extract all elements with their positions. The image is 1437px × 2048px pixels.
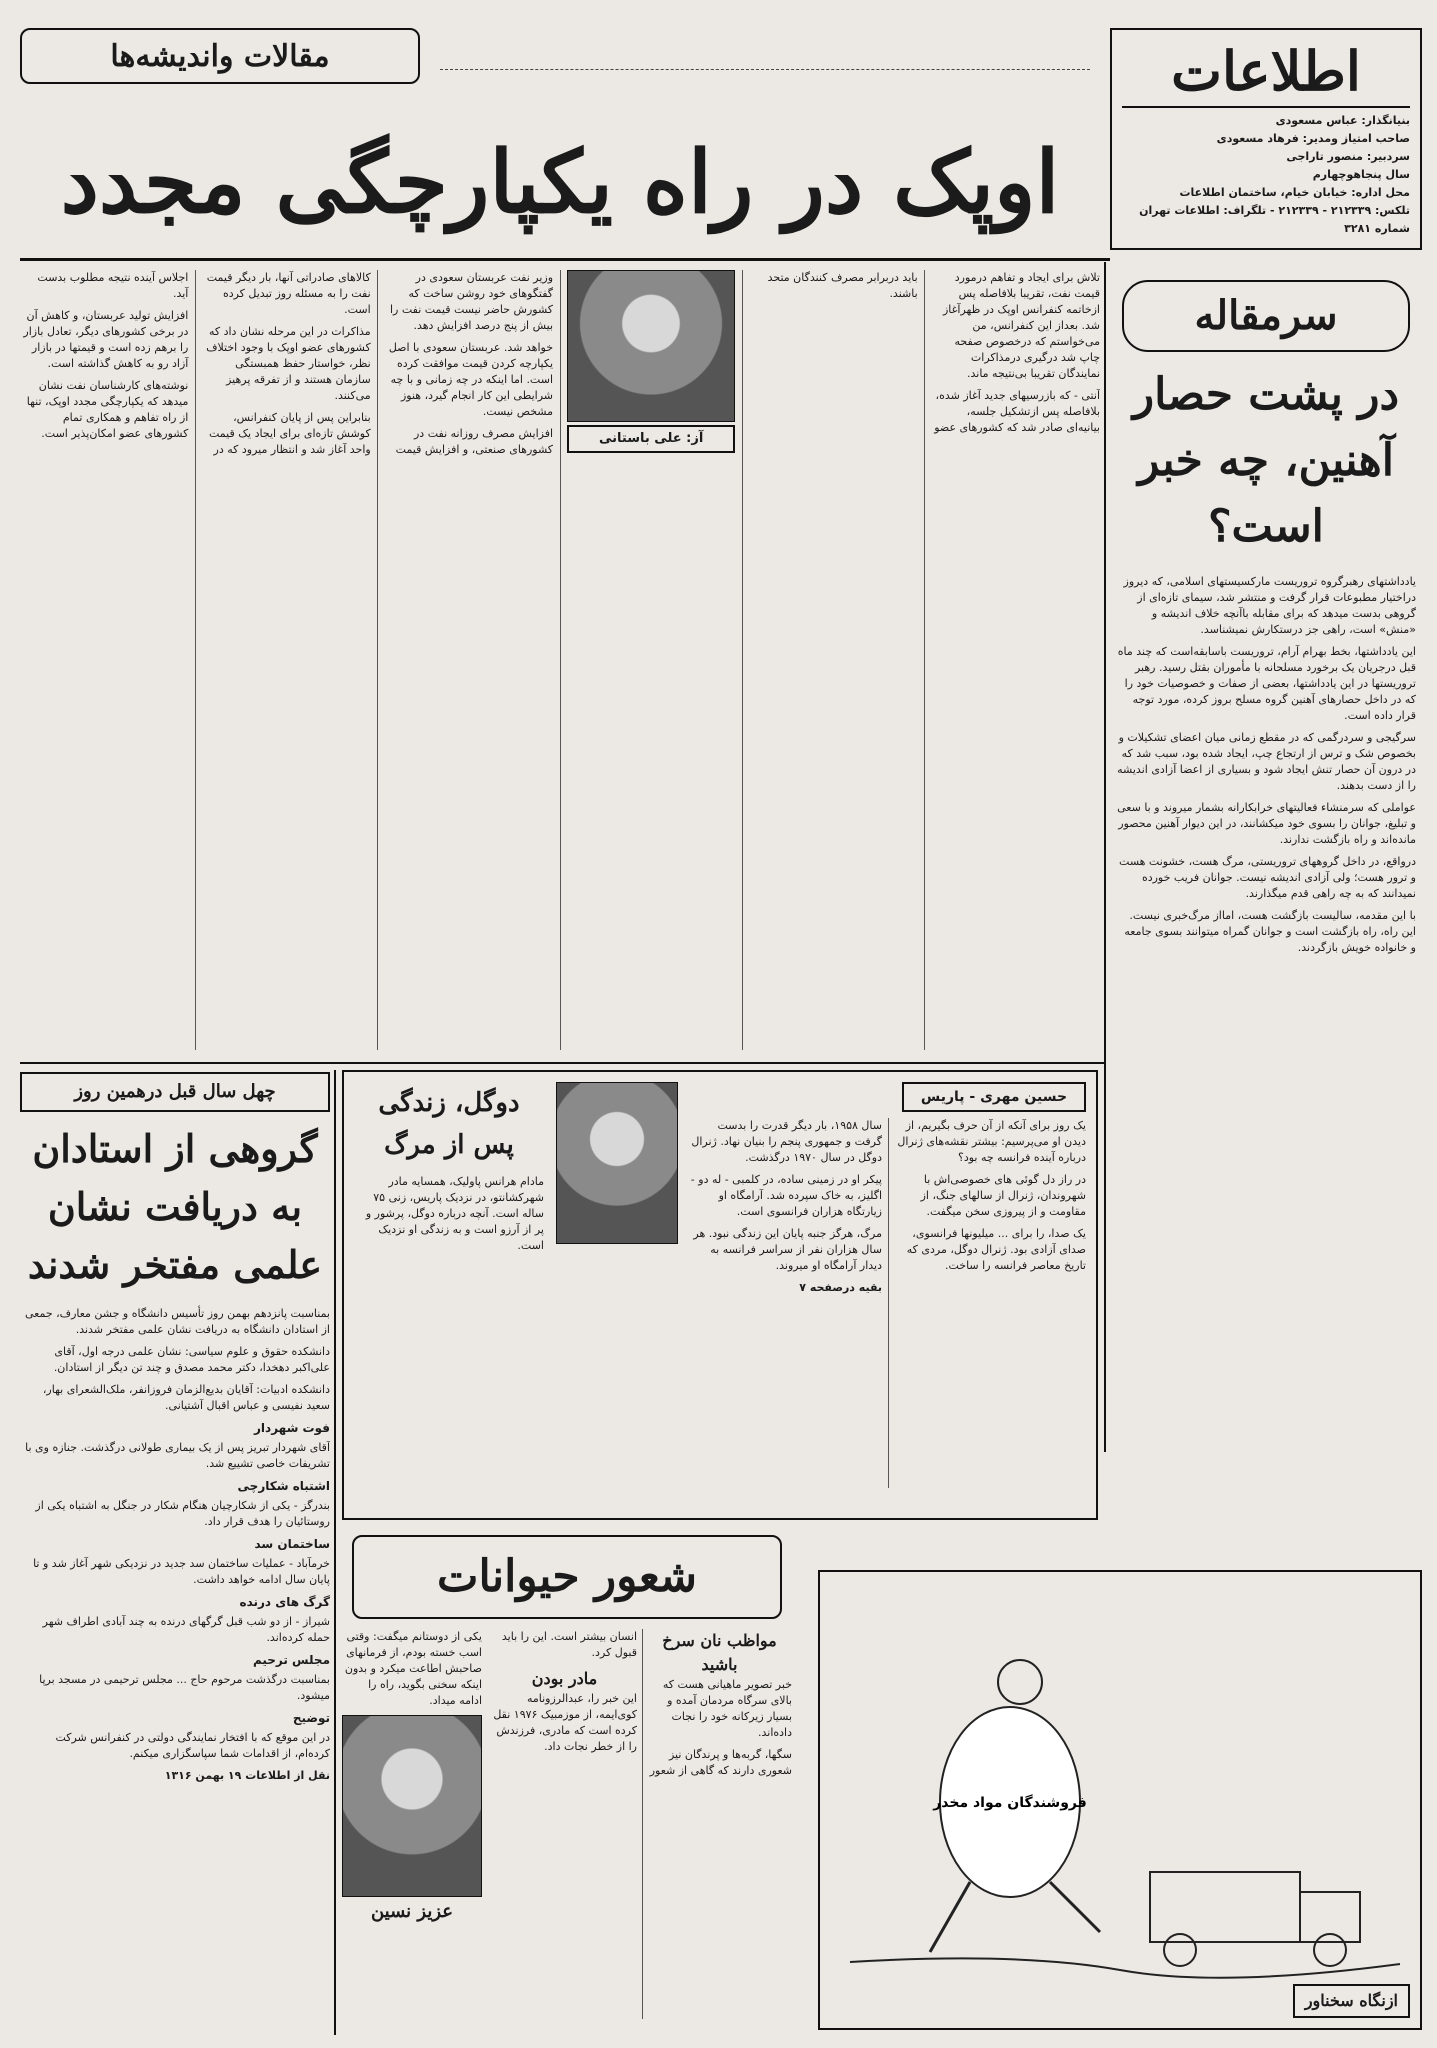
credit-line: سال پنجاهوچهارم	[1312, 168, 1410, 181]
forty-years-body	[20, 1306, 330, 1784]
subsection-text: در این موقع که با افتخار نمایندگی دولتی در کنفرانس شرکت کرده‌ام، از اقدامات شما سپاسگزاری میکنم.	[55, 1731, 330, 1760]
credit-line: شماره ۳۲۸۱	[1344, 222, 1410, 235]
forty-years-footer: نقل از اطلاعات ۱۹ بهمن ۱۳۱۶	[164, 1769, 330, 1782]
opec-paragraph: بنابراین پس از پایان کنفرانس، کوشش تازه‌ای برای ایجاد یک قیمت واحد آغاز شد و انتظار میرود که در اجلاس آینده نتیجه مطلوب بدست آید.	[37, 271, 371, 456]
animals-headline: شعور حیوانات	[352, 1535, 782, 1619]
animals-paragraph: یکی از دوستانم میگفت: وقتی اسب خسته بودم، از فرمانهای صاحبش اطاعت میکرد و بدون اینکه سخنی بگوید، راه را ادامه میداد.	[344, 1630, 482, 1707]
forty-years-paragraph: دانشکده ادبیات: آقایان بدیع‌الزمان فروزانفر، ملک‌الشعرای بهار، سعید نفیسی و عباس اقبال آشتیانی.	[42, 1383, 330, 1412]
opec-paragraph: خواهد شد. عربستان سعودی با اصل یکپارچه کردن قیمت موافقت کرده است. اما اینکه در چه زمانی و با چه شرایطی این کار انجام گیرد، هنوز مشخص نیست.	[388, 341, 554, 418]
subsection-text: بندرگز - یکی از شکارچیان هنگام شکار در جنگل به اشتباه یکی از روستائیان را هدف قرار داد.	[35, 1499, 330, 1528]
editorial-column	[1110, 262, 1422, 1462]
subsection-text: بمناسبت درگذشت مرحوم حاج ... مجلس ترحیمی در مسجد برپا میشود.	[39, 1673, 330, 1702]
author-photo	[342, 1715, 482, 1897]
cartoon-label: ازنگاه سخناور	[1293, 1984, 1410, 2018]
section-label: مقالات واندیشه‌ها	[110, 38, 330, 74]
forty-years-paragraph: بمناسبت پانزدهم بهمن روز تأسیس دانشگاه و جشن معارف، جمعی از استادان دانشگاه به دریافت نشان علمی مفتخر شدند.	[24, 1307, 330, 1336]
masthead-logo: اطلاعات	[1122, 36, 1410, 108]
column-divider	[1104, 262, 1106, 1452]
subsection-title: مجلس ترحیم	[252, 1653, 330, 1667]
editorial-paragraph: عواملی که سرمنشاء فعالیتهای خرابکارانه بشمار میروند و با سعی و تبلیغ، جوانان را بسوی خود میکشانند، در این دیوار آهنین محصور مانده‌اند و راه بازگشت ندارند.	[1117, 801, 1416, 846]
opec-paragraph: افزایش مصرف روزانه نفت در کشورهای صنعتی، و افزایش قیمت کالاهای صادراتی آنها، بار دیگر قیمت نفت را به مسئله روز تبدیل کرده است.	[206, 271, 554, 456]
editorial-paragraph: این یادداشتها، بخط بهرام آرام، تروریست باسابقه‌است که چند ماه قبل درجریان یک برخورد مسلحانه با مأموران بقتل رسید. رهبر تروریستها در این یادداشتها، بعضی از صفات و خصوصیات خود را که در داخل حصارهای آهنین گروه مسلح بروز کرده، مورد توجه قرار داده است.	[1117, 645, 1416, 722]
cartoon-sack-text: فروشندگان مواد مخدر	[933, 1795, 1087, 1811]
opec-article	[20, 270, 1100, 1050]
opec-paragraph: آنتی - که بازرسیهای جدید آغاز شده، بلافاصله پس ازتشکیل جلسه، بیانیه‌ای صادر شد که کشورهای عضو باید دربرابر مصرف کنندگان متحد باشند.	[767, 271, 1100, 434]
animals-subheading: مواظب نان سرخ باشید	[662, 1631, 777, 1674]
forty-years-label: چهل سال قبل درهمین روز	[20, 1072, 330, 1112]
truck-icon	[1150, 1872, 1360, 1966]
editorial-badge: سرمقاله	[1122, 280, 1410, 352]
editorial-title: در پشت حصار آهنین، چه خبر است؟	[1132, 369, 1400, 552]
editorial-paragraph: سرگیجی و سردرگمی که در مقطع زمانی میان اعضای تشکیلات و بخصوص شک و ترس از ارتجاع چپ، ایجاد شده بود، سبب شد که در درون آن حصار تنش ایجاد شود و بسیاری از اعضا آزادی اندیشه را از دست بدهند.	[1117, 731, 1416, 792]
divider	[20, 258, 1110, 261]
section-label-box	[20, 28, 420, 84]
degaulle-byline: حسین مهری - پاریس	[902, 1082, 1086, 1112]
editorial-body	[1110, 574, 1422, 956]
opec-paragraph: نوشته‌های کارشناسان نفت نشان میدهد که یکپارچگی مجدد اوپک، تنها از راه تفاهم و همکاری تمام کشورهای عضو امکان‌پذیر است.	[26, 379, 189, 440]
degaulle-headline: دوگل، زندگی پس از مرگ	[378, 1088, 520, 1160]
forty-years-column	[20, 1072, 330, 2032]
cartoon	[818, 1570, 1422, 2030]
subsection-title: ساختمان سد	[254, 1537, 330, 1551]
author-photo	[567, 270, 735, 422]
credit-line: بنیانگذار: عباس مسعودی	[1275, 114, 1410, 127]
animals-photo-block	[342, 1629, 482, 2019]
subsection-title: اشتباه شکارچی	[237, 1479, 330, 1493]
degaulle-paragraph: مادام هرانس پاولیک، همسایه مادر شهرکشانتو، در نزدیک پاریس، زنی ۷۵ ساله است. آنچه درباره دوگل، پرشور و پر از آرزو است و به زندگی او نزدیک است.	[365, 1175, 544, 1252]
degaulle-paragraph: در راز دل گوئی های خصوصی‌اش با شهروندان، ژنرال از سالهای جنگ، از مقاومت و از پیروزی سخن میگفت.	[920, 1173, 1086, 1218]
opec-paragraph: مذاکرات در این مرحله نشان داد که کشورهای عضو اوپک با وجود اختلاف نظر، خواستار حفظ همبستگی سازمان هستند و از تفرقه پرهیز می‌کنند.	[206, 325, 371, 402]
degaulle-footer: بقیه درصفحه ۷	[799, 1281, 882, 1294]
animals-author: عزیز نسین	[370, 1901, 454, 1922]
opec-paragraph: افزایش تولید عربستان، و کاهش آن در برخی کشورهای دیگر، تعادل بازار را برهم زده است و قیمتها در بازار آزاد رو به کاهش گذاشته است.	[23, 309, 189, 370]
subsection-title: فوت شهردار	[254, 1421, 330, 1435]
subsection-title: گرگ های درنده	[239, 1595, 330, 1609]
credit-line: تلکس: ۲۱۲۳۳۹ - ۲۱۲۳۳۹ - تلگراف: اطلاعات تهران	[1139, 204, 1410, 217]
opec-paragraph: وزیر نفت عربستان سعودی در گفتگوهای خود روشن ساخت که کشورش حاضر نیست قیمت نفت را بیش از پنج درصد افزایش دهد.	[389, 271, 554, 332]
degaulle-head-block	[354, 1082, 544, 1488]
subsection-text: خرمآباد - عملیات ساختمان سد جدید در نزدیکی شهر آغاز شد و تا پایان سال ادامه خواهد داشت.	[33, 1557, 330, 1586]
main-headline: اوپک در راه یکپارچگی مجدد	[60, 132, 1060, 233]
author-photo-block	[567, 270, 735, 453]
animals-body	[492, 1629, 792, 2019]
editorial-paragraph: درواقع، در داخل گروههای تروریستی، مرگ هست، خشونت هست و ترور هست؛ ولی آزادی اندیشه نیست. جوانان فریب خورده نمیدانند که به چه راهی قدم میگذارند.	[1119, 855, 1416, 900]
animals-paragraph: خبر تصویر ماهیانی هست که بالای سرگاه مردمان آمده و بسیار زیرکانه خود را نجات داده‌اند.	[662, 1678, 792, 1739]
degaulle-paragraph: یک صدا، را برای ... میلیونها فرانسوی، صدای آزادی بود. ژنرال دوگل، مردی که تاریخ معاصر فرانسه را ساخت.	[906, 1227, 1086, 1272]
decorative-ornament	[440, 30, 1090, 70]
credit-line: محل اداره: خیابان خیام، ساختمان اطلاعات	[1179, 186, 1410, 199]
degaulle-paragraph: سال ۱۹۵۸، بار دیگر قدرت را بدست گرفت و جمهوری پنجم را بنیان نهاد. ژنرال دوگل در سال ۱۹۷۰ درگذشت.	[691, 1119, 882, 1164]
degaulle-paragraph: مرگ، هرگز جنبه پایان این زندگی نبود. هر سال هزاران نفر از سراسر فرانسه به دیدار آرامگاه او میروند.	[693, 1227, 882, 1272]
forty-years-paragraph: دانشکده حقوق و علوم سیاسی: نشان علمی درجه اول، آقای علی‌اکبر دهخدا، دکتر محمد مصدق و چند تن دیگر از استادان.	[53, 1345, 330, 1374]
editorial-paragraph: با این مقدمه، سالیست بازگشت هست، امااز مرگ‌خبری نیست. این راه، راه بازگشت است و جوانان گمراه میتوانند بسوی جامعه و خانواده خویش بازگردند.	[1124, 909, 1416, 954]
degaulle-paragraph: پیکر او در زمینی ساده، در کلمبی - له دو - اگلیز، به خاک سپرده شد. آرامگاه او زیارتگاه هزاران فرانسوی است.	[690, 1173, 882, 1218]
cartoon-drawing	[820, 1572, 1420, 2028]
subsection-text: آقای شهردار تبریز پس از یک بیماری طولانی درگذشت. جنازه وی با تشریفات خاصی تشییع شد.	[25, 1441, 330, 1470]
degaulle-paragraph: یک روز برای آنکه از آن حرف بگیریم، از دیدن او می‌پرسیم: بیشتر نقشه‌های ژنرال درباره آینده فرانسه چه بود؟	[897, 1119, 1086, 1164]
animals-subheading: مادر بودن	[531, 1669, 598, 1688]
opec-paragraph: تلاش برای ایجاد و تفاهم درمورد قیمت نفت، تقریبا بلافاصله پس ازخاتمه کنفرانس اوپک در ظهرآغاز شد. بعداز این کنفرانس، من می‌خواستم که درخصوص صفحه چاپ شد درگیری درمذاکرات نمایندگان تقریبا بی‌نتیجه ماند.	[942, 271, 1100, 380]
animals-article	[342, 1535, 792, 2035]
credit-line: صاحب امتیاز ومدیر: فرهاد مسعودی	[1216, 132, 1410, 145]
editorial-paragraph: یادداشتهای رهبرگروه تروریست مارکسیستهای اسلامی، که دیروز دراختیار مطبوعات قرار گرفت و منتشر شد، سیمای تازه‌ای از گروهی بدست میدهد که برای مقابله باآنچه خلاف اندیشه و «منش» است، راهی جز درستکارش نمیشناسد.	[1123, 575, 1416, 636]
column-divider	[334, 1070, 336, 2035]
masthead	[1110, 28, 1422, 250]
animals-paragraph: این خبر را، عبدالرزونامه کوی‌ایمه، از موزمبیک ۱۹۷۶ نقل کرده است که مادری، فرزندش را از خطر نجات داد.	[493, 1692, 637, 1753]
divider	[20, 1062, 1104, 1064]
degaulle-photo	[556, 1082, 678, 1244]
forty-years-headline: گروهی از استادان به دریافت نشان علمی مفتخر شدند	[27, 1126, 323, 1287]
animals-paragraph: سگها، گربه‌ها و پرندگان نیز شعوری دارند که گاهی از شعور انسان بیشتر است. این را باید قبول کرد.	[501, 1630, 792, 1777]
subsection-text: شیراز - از دو شب قبل گرگهای درنده به چند آبادی اطراف شهر حمله کرده‌اند.	[42, 1615, 330, 1644]
degaulle-columns	[690, 1082, 1086, 1488]
author-byline: آز: علی باستانی	[567, 425, 735, 453]
degaulle-body	[690, 1118, 1086, 1488]
degaulle-article	[342, 1070, 1098, 1520]
masthead-credits	[1122, 112, 1410, 238]
subsection-title: توضیح	[292, 1711, 330, 1725]
credit-line: سردبیر: منصور تاراجی	[1286, 150, 1410, 163]
